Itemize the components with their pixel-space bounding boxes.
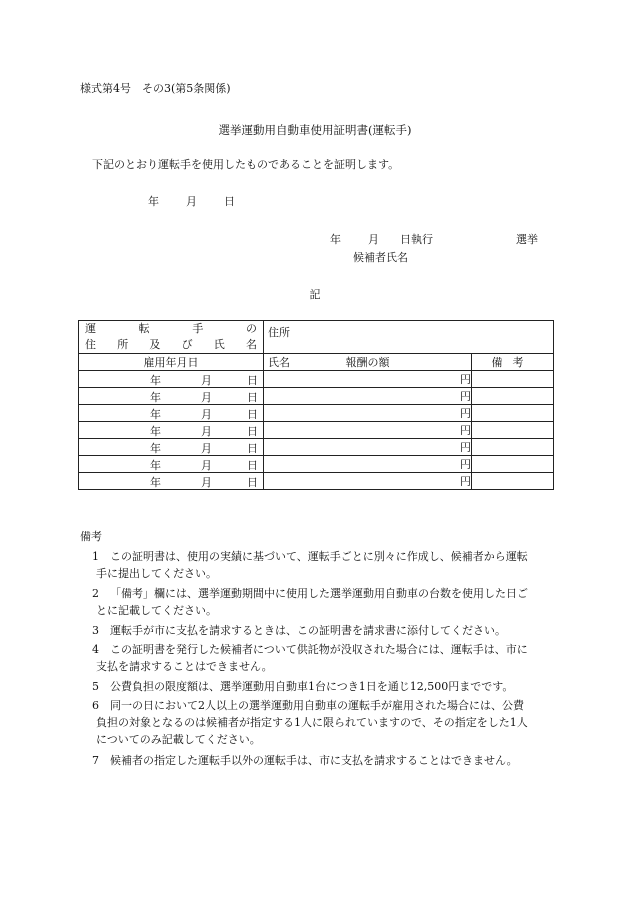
year-char: 年 (150, 476, 161, 489)
label-char: 転 (138, 322, 150, 335)
label-char: 及 (149, 338, 161, 351)
label-char: 運 (85, 322, 96, 335)
note-text-cont: 負担の対象となるのは候補者が指定する1人に限られていますので、その指定をした1人 (96, 716, 528, 729)
intro-text: 下記のとおり運転手を使用したものであることを証明します。 (92, 158, 400, 171)
month-char: 月 (201, 425, 212, 438)
note-text-cont: 手に提出してください。 (96, 567, 217, 580)
date-cell[interactable] (79, 422, 264, 439)
label-char: の (245, 322, 257, 335)
note-text: 同一の日において2人以上の選挙運動用自動車の運転手が雇用された場合には、公費 (110, 699, 524, 712)
table-row (79, 388, 554, 405)
note-text-cont: 支払を請求することはできません。 (96, 660, 273, 673)
day-char: 日 (247, 391, 258, 404)
note-number: 4 (92, 643, 99, 656)
day-char: 日 (247, 476, 258, 489)
year-char: 年 (150, 408, 161, 421)
note-text: この証明書を発行した候補者について供託物が没収された場合には、運転手は、市に (110, 643, 528, 656)
date-cell[interactable] (79, 456, 264, 473)
driver-table (78, 320, 554, 490)
notes-title: 備考 (80, 530, 102, 543)
note-text: 「備考」欄には、選挙運動期間中に使用した選挙運動用自動車の台数を使用した日ご (110, 587, 528, 600)
note-item (92, 622, 552, 639)
day-char: 日 (247, 459, 258, 472)
note-number: 2 (92, 587, 99, 600)
year-char: 年 (150, 459, 161, 472)
label-line-2 (79, 337, 263, 353)
note-item (92, 641, 552, 675)
date-cell[interactable] (79, 473, 264, 490)
table-row (79, 405, 554, 422)
remarks-cell[interactable] (472, 422, 554, 439)
month-char: 月 (201, 391, 212, 404)
month-char: 月 (201, 459, 212, 472)
remarks-cell[interactable] (472, 388, 554, 405)
amount-cell[interactable]: 円 (264, 439, 472, 456)
month-char: 月 (201, 476, 212, 489)
note-text: この証明書は、使用の実績に基づいて、運転手ごとに別々に作成し、候補者から運転 (110, 550, 528, 563)
note-text: 公費負担の限度額は、選挙運動用自動車1台につき1日を通じ12,500円までです。 (110, 680, 514, 693)
amount-cell[interactable]: 円 (264, 405, 472, 422)
label-char: 手 (192, 322, 204, 335)
note-text: 候補者の指定した運転手以外の運転手は、市に支払を請求することはできません。 (110, 754, 518, 767)
address-label: 住所 (268, 326, 290, 339)
remarks-cell[interactable] (472, 405, 554, 422)
table-row (79, 439, 554, 456)
date-month: 月 (186, 195, 197, 208)
label-char: 氏 (213, 338, 225, 351)
year-char: 年 (150, 425, 161, 438)
note-item (92, 678, 552, 695)
note-text: 運転手が市に支払を請求するときは、この証明書を請求書に添付してください。 (110, 624, 506, 637)
date-cell[interactable] (79, 405, 264, 422)
driver-info-row (79, 321, 554, 354)
candidate-name-label: 候補者氏名 (353, 251, 408, 264)
table-row (79, 456, 554, 473)
remarks-cell[interactable] (472, 371, 554, 388)
document-title: 選挙運動用自動車使用証明書(運転手) (218, 123, 412, 137)
date-cell[interactable] (79, 439, 264, 456)
day-char: 日 (247, 442, 258, 455)
note-item (92, 548, 552, 582)
label-line-1 (79, 321, 263, 337)
year-char: 年 (150, 442, 161, 455)
form-number: 様式第4号 その3(第5条関係) (80, 82, 231, 95)
remarks-cell[interactable] (472, 439, 554, 456)
header-employment-date: 雇用年月日 (79, 354, 264, 371)
name-label: 氏名 (268, 356, 290, 369)
table-row (79, 371, 554, 388)
amount-cell[interactable]: 円 (264, 388, 472, 405)
note-item (92, 585, 552, 619)
note-text-cont: とに記載してください。 (96, 604, 217, 617)
ki-heading: 記 (309, 288, 321, 301)
election-date-line (330, 231, 538, 247)
note-number: 5 (92, 680, 99, 693)
label-char: 住 (85, 338, 96, 351)
date-day: 日 (224, 195, 235, 208)
amount-cell[interactable]: 円 (264, 371, 472, 388)
header-remarks: 備考 (472, 354, 554, 371)
amount-cell[interactable]: 円 (264, 422, 472, 439)
day-char: 日 (247, 425, 258, 438)
certification-date (148, 193, 235, 209)
note-number: 7 (92, 754, 99, 767)
remarks-cell[interactable] (472, 473, 554, 490)
year-char: 年 (150, 374, 161, 387)
month-char: 月 (201, 374, 212, 387)
date-cell[interactable] (79, 388, 264, 405)
label-char: び (181, 338, 193, 351)
month-char: 月 (201, 442, 212, 455)
month-char: 月 (201, 408, 212, 421)
day-char: 日 (247, 408, 258, 421)
date-cell[interactable] (79, 371, 264, 388)
driver-label-cell (79, 321, 264, 354)
election-year: 年 (330, 233, 341, 246)
note-item (92, 697, 552, 748)
note-text-cont: についてのみ記載してください。 (96, 733, 261, 746)
election-month: 月 (368, 233, 379, 246)
amount-cell[interactable]: 円 (264, 456, 472, 473)
label-char: 所 (117, 338, 129, 351)
table-row (79, 422, 554, 439)
note-number: 6 (92, 699, 99, 712)
header-compensation: 報酬の額 (264, 354, 472, 371)
year-char: 年 (150, 391, 161, 404)
note-item (92, 752, 552, 769)
election-exec: 日執行 (400, 233, 433, 246)
day-char: 日 (247, 374, 258, 387)
remarks-cell[interactable] (472, 456, 554, 473)
header-row (79, 354, 554, 371)
note-number: 1 (92, 550, 99, 563)
amount-cell[interactable]: 円 (264, 473, 472, 490)
table-row (79, 473, 554, 490)
date-year: 年 (148, 195, 159, 208)
note-number: 3 (92, 624, 99, 637)
election-label: 選挙 (516, 233, 538, 246)
label-char: 名 (245, 338, 257, 351)
